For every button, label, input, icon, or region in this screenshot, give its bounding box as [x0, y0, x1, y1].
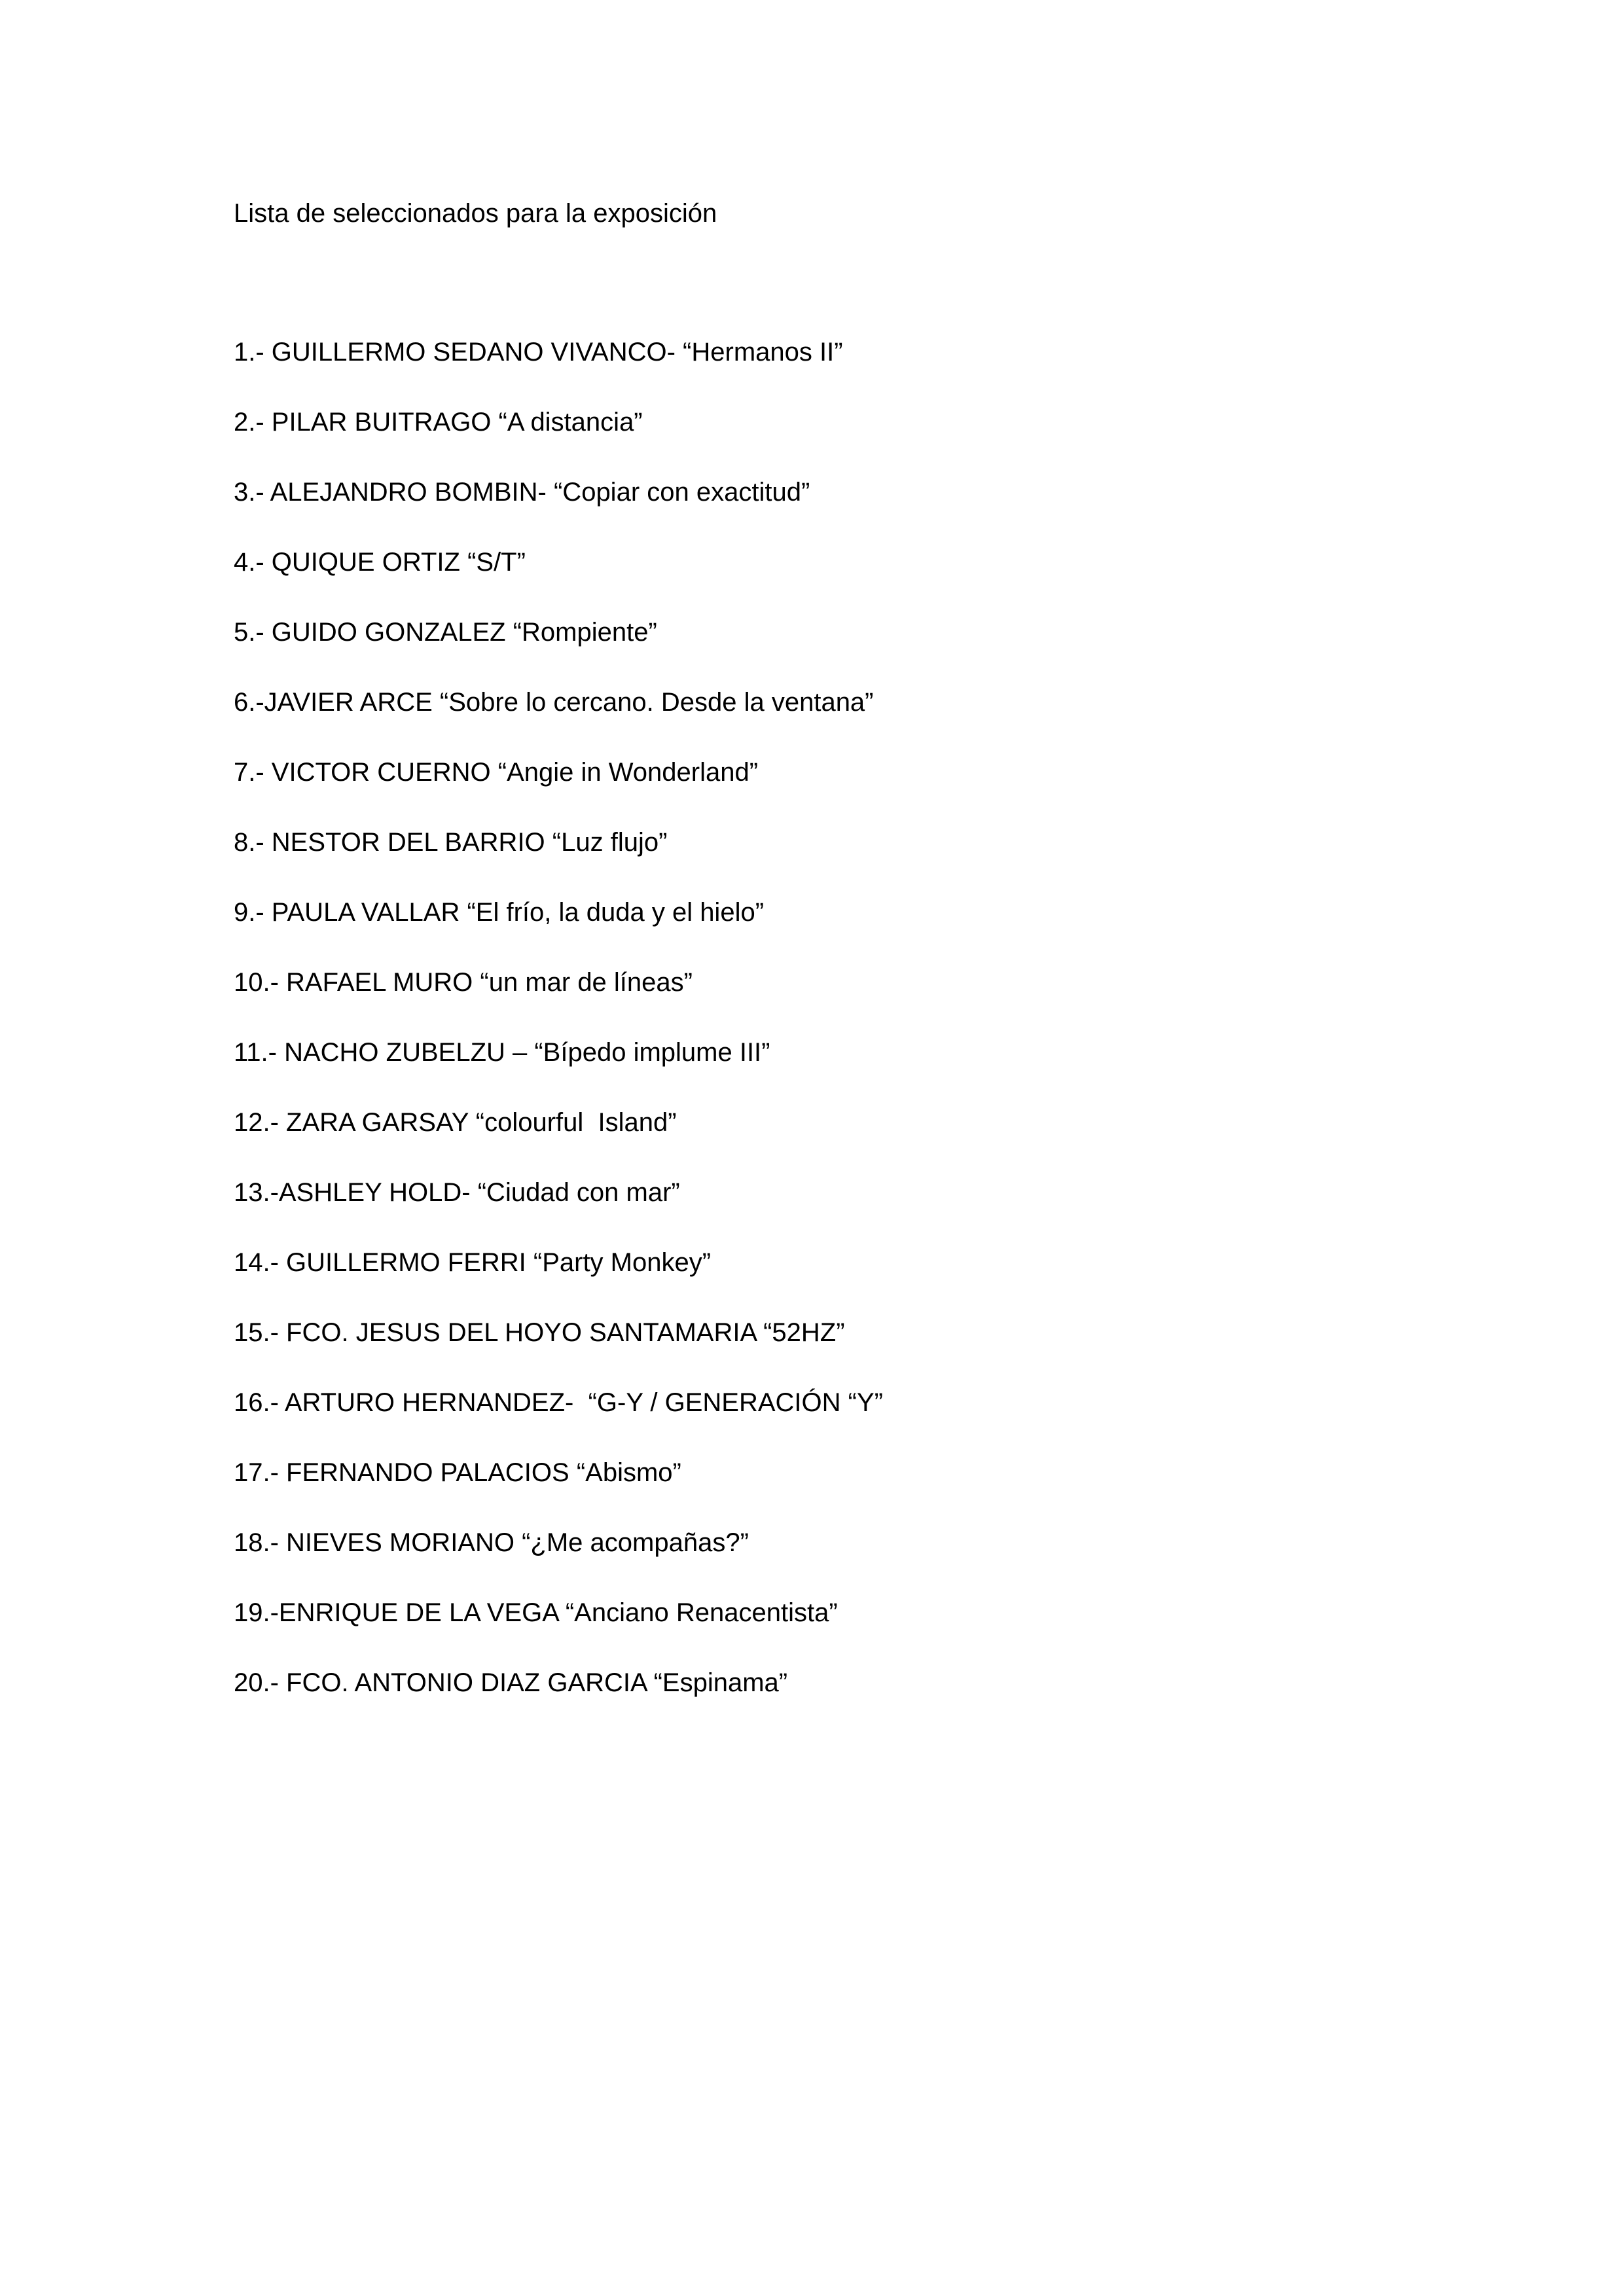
list-item: 17.- FERNANDO PALACIOS “Abismo” — [234, 1458, 681, 1487]
list-item: 7.- VICTOR CUERNO “Angie in Wonderland” — [234, 758, 759, 787]
list-item: 8.- NESTOR DEL BARRIO “Luz flujo” — [234, 828, 668, 857]
list-item: 16.- ARTURO HERNANDEZ- “G-Y / GENERACIÓN “Y” — [234, 1388, 883, 1417]
list-item: 6.-JAVIER ARCE “Sobre lo cercano. Desde la ventana” — [234, 688, 874, 717]
list-item: 19.-ENRIQUE DE LA VEGA “Anciano Renacentista” — [234, 1598, 838, 1627]
list-item: 3.- ALEJANDRO BOMBIN- “Copiar con exactitud” — [234, 478, 810, 507]
list-item: 2.- PILAR BUITRAGO “A distancia” — [234, 408, 643, 437]
list-item: 20.- FCO. ANTONIO DIAZ GARCIA “Espinama” — [234, 1668, 788, 1697]
list-item: 14.- GUILLERMO FERRI “Party Monkey” — [234, 1248, 712, 1277]
list-item: 11.- NACHO ZUBELZU – “Bípedo implume III” — [234, 1038, 770, 1067]
selection-list — [234, 334, 883, 1734]
list-item: 13.-ASHLEY HOLD- “Ciudad con mar” — [234, 1178, 680, 1207]
document-title: Lista de seleccionados para la exposición — [234, 199, 717, 228]
list-item: 1.- GUILLERMO SEDANO VIVANCO- “Hermanos II” — [234, 338, 843, 367]
list-item: 10.- RAFAEL MURO “un mar de líneas” — [234, 968, 693, 997]
list-item: 15.- FCO. JESUS DEL HOYO SANTAMARIA “52HZ” — [234, 1318, 845, 1347]
list-item: 9.- PAULA VALLAR “El frío, la duda y el hielo” — [234, 898, 765, 927]
list-item: 18.- NIEVES MORIANO “¿Me acompañas?” — [234, 1528, 749, 1557]
list-item: 12.- ZARA GARSAY “colourful Island” — [234, 1108, 677, 1137]
list-item: 5.- GUIDO GONZALEZ “Rompiente” — [234, 618, 657, 647]
list-item: 4.- QUIQUE ORTIZ “S/T” — [234, 548, 526, 577]
